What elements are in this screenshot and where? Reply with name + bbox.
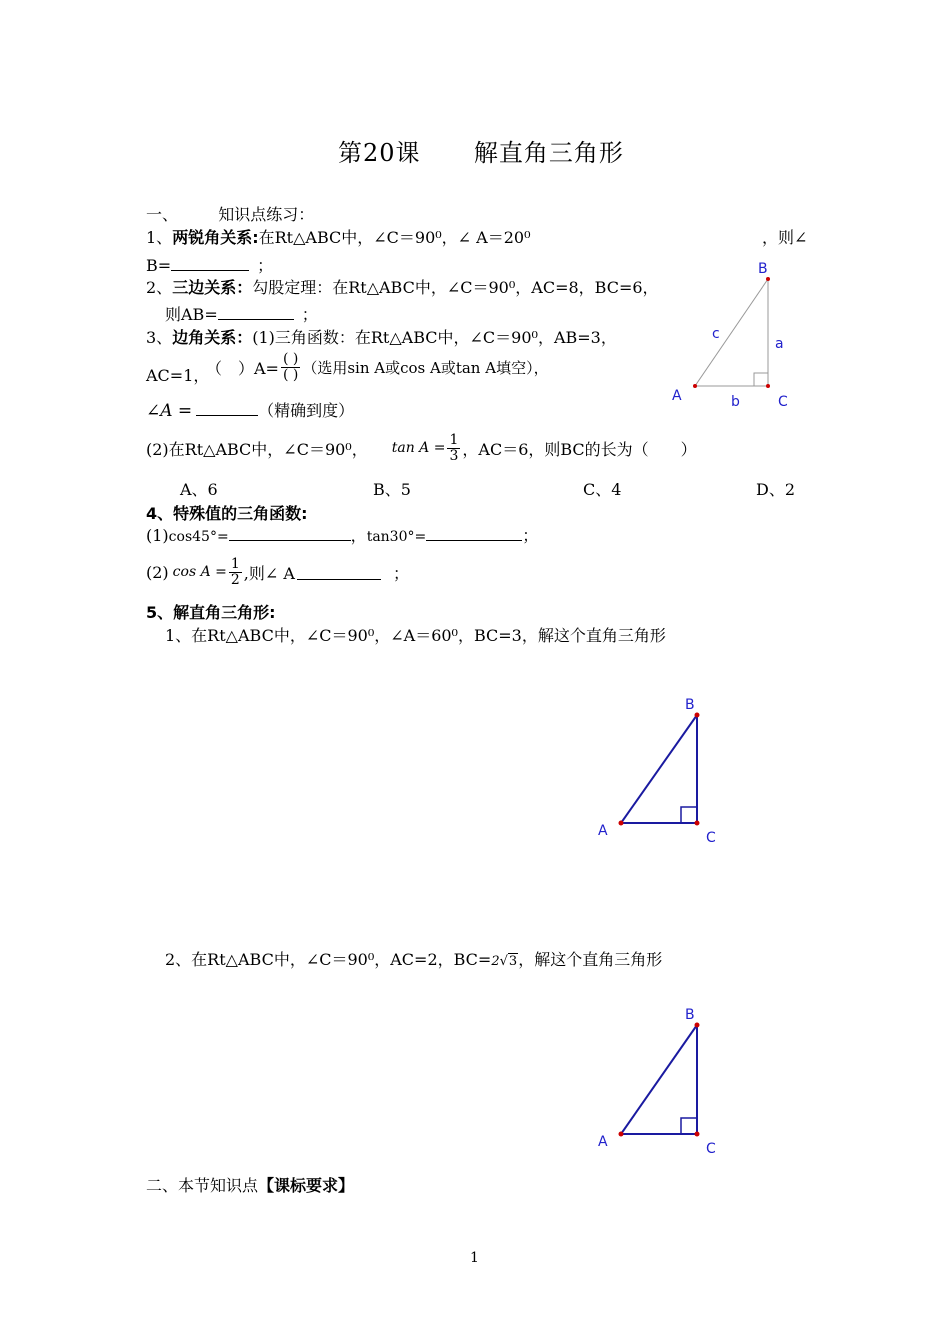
- section1-heading: 一、 知识点练习：: [146, 205, 315, 224]
- label-a: A: [672, 388, 682, 404]
- point-a: [619, 821, 624, 826]
- item3-q2: (2)在Rt△ABC中，∠C＝90⁰， tan A = $\frac{1}{3}$ ，AC＝6，则BC的长为（ ）: [146, 431, 697, 464]
- item3-text: (1)三角函数：在Rt△ABC中，∠C＝90⁰，AB=3，: [252, 328, 617, 347]
- item3-fill-line: （ ）A= $\frac{( )}{( )}$ （选用sin A或cos A或tan A填空），: [206, 350, 549, 383]
- answer-blank-ab[interactable]: [218, 305, 294, 320]
- page-number: 1: [470, 1250, 479, 1266]
- point-c: [766, 384, 770, 388]
- triangle-figure-labeled: [660, 255, 800, 415]
- triangle-figure-problem1: [590, 690, 730, 850]
- item2-line1: 2、三边关系：勾股定理：在Rt△ABC中，∠C＝90⁰，AC=8，BC=6，: [146, 278, 659, 297]
- item3-angle-line: ∠A = （精确到度）: [146, 401, 355, 421]
- option-c[interactable]: C、4: [583, 480, 622, 499]
- section2-heading: 二、本节知识点【课标要求】: [146, 1176, 355, 1195]
- item2-bold: 三边关系: [172, 278, 237, 297]
- lesson-number: 第20课: [338, 139, 421, 167]
- item3-bold: 边角关系: [172, 328, 237, 347]
- point-b: [695, 713, 700, 718]
- item1-bold: 两锐角关系: [172, 228, 253, 247]
- item4-q1: (1)cos45°= ，tan30°= ；: [146, 526, 539, 545]
- point-a: [619, 1132, 624, 1137]
- label-c: C: [778, 394, 788, 410]
- label-a: A: [598, 823, 608, 839]
- item3-line1: 3、边角关系：(1)三角函数：在Rt△ABC中，∠C＝90⁰，AB=3，: [146, 328, 617, 347]
- option-b[interactable]: B、5: [373, 480, 411, 499]
- item1-tail: ，则∠: [762, 228, 808, 247]
- item1-line2: B= ；: [146, 256, 274, 275]
- label-c: C: [706, 830, 716, 846]
- q2-fraction: $\frac{1}{3}$: [449, 431, 459, 464]
- option-d[interactable]: D、2: [756, 480, 796, 499]
- point-b: [695, 1023, 700, 1028]
- answer-blank-tan30[interactable]: [426, 526, 522, 541]
- item5-problem1: 1、在Rt△ABC中，∠C＝90⁰，∠A＝60⁰，BC=3，解这个直角三角形: [165, 626, 666, 645]
- answer-blank-b[interactable]: [171, 256, 249, 271]
- item5-heading: 5、解直角三角形:: [146, 603, 276, 622]
- option-a[interactable]: A、6: [180, 480, 218, 499]
- label-b: B: [685, 1007, 695, 1023]
- lesson-topic: 解直角三角形: [473, 139, 624, 167]
- right-angle-mark: [681, 807, 697, 823]
- answer-blank-angle[interactable]: [196, 401, 258, 416]
- item3-ac: AC=1，: [146, 366, 210, 385]
- item3-hint: （选用sin A或cos A或tan A填空），: [302, 358, 549, 377]
- triangle-figure-problem2: [590, 1001, 730, 1161]
- label-b: B: [685, 697, 695, 713]
- point-b: [766, 277, 770, 281]
- item5-problem2: 2、在Rt△ABC中，∠C＝90⁰，AC=2，BC=2√3，解这个直角三角形: [165, 950, 663, 969]
- label-side-b: b: [731, 394, 740, 410]
- label-b: B: [758, 261, 768, 277]
- label-side-c: c: [712, 326, 720, 342]
- answer-blank-cos45[interactable]: [229, 526, 351, 541]
- item2-text: 勾股定理：在Rt△ABC中，∠C＝90⁰，AC=8，BC=6，: [252, 278, 659, 297]
- item1-line1: 1、两锐角关系:在Rt△ABC中，∠C＝90⁰，∠ A＝20⁰: [146, 228, 531, 247]
- item4-q2: (2) cos A = $\frac{1}{2}$ ,则∠ A ；: [146, 555, 409, 588]
- answer-blank-angle-a[interactable]: [297, 565, 381, 580]
- point-a: [693, 384, 697, 388]
- label-c: C: [706, 1141, 716, 1157]
- cos-fraction: $\frac{1}{2}$: [230, 555, 240, 588]
- side-c: [695, 279, 768, 386]
- point-c: [695, 821, 700, 826]
- right-angle-mark: [754, 373, 768, 386]
- item4-heading: 4、特殊值的三角函数:: [146, 504, 308, 523]
- page-title: [338, 133, 624, 168]
- label-side-a: a: [775, 336, 784, 352]
- item3-fraction: $\frac{( )}{( )}$: [282, 350, 299, 383]
- point-c: [695, 1132, 700, 1137]
- item1-text: 在Rt△ABC中，∠C＝90⁰，∠ A＝20⁰: [258, 228, 531, 247]
- right-angle-mark: [681, 1118, 697, 1134]
- label-a: A: [598, 1134, 608, 1150]
- item2-line2: 则AB= ；: [165, 305, 318, 324]
